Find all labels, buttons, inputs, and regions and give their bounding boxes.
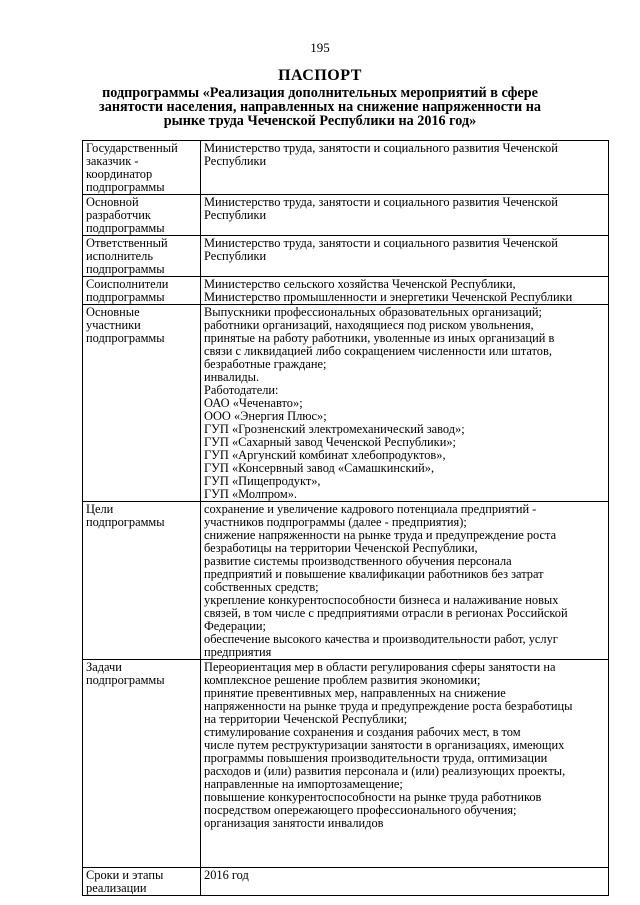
row-value-line: Выпускники профессиональных образовательных организаций; — [204, 306, 542, 319]
row-label-cell — [83, 305, 201, 502]
row-value-line: расходов и (или) развития персонала и (или) реализующих проекты, — [204, 765, 566, 778]
row-value-line: Министерство сельского хозяйства Чеченской Республики, — [204, 278, 516, 291]
row-value-line: Министерство промышленности и энергетики Чеченской Республики — [204, 291, 573, 304]
row-label-line: Основной — [86, 196, 139, 209]
row-value-line: собственных средств; — [204, 581, 319, 594]
row-value-line: ГУП «Аргунский комбинат хлебопродуктов», — [204, 449, 446, 462]
row-value-line: посредством опережающего профессионального обучения; — [204, 804, 517, 817]
row-label-line: подпрограммы — [86, 263, 165, 276]
row-value-line: укрепление конкурентоспособности бизнеса и налаживание новых — [204, 594, 559, 607]
row-value-line: Министерство труда, занятости и социального развития Чеченской — [204, 196, 558, 209]
passport-row — [83, 236, 609, 277]
row-label-line: Основные — [86, 306, 140, 319]
row-value-line: предприятия — [204, 646, 272, 659]
row-value-line: Республики — [204, 155, 267, 168]
row-value-line: ГУП «Пищепродукт», — [204, 475, 321, 488]
row-value-line: Республики — [204, 209, 267, 222]
row-value-line: развитие системы производственного обучения персонала — [204, 555, 512, 568]
row-value-line: связей, в том числе с предприятиями отрасли в регионах Российской — [204, 607, 568, 620]
row-value-line: направленные на импортозамещение; — [204, 778, 403, 791]
subtitle-line: подпрограммы «Реализация дополнительных мероприятий в сфере — [102, 85, 538, 101]
row-value-line: программы повышения производительности труда, оптимизации — [204, 752, 548, 765]
passport-row — [83, 305, 609, 502]
row-value-cell — [201, 305, 609, 502]
row-value-line: принятые на работу работники, уволенные из иных организаций в — [204, 332, 555, 345]
row-value-line: связи с ликвидацией либо сокращением численности или штатов, — [204, 345, 552, 358]
row-value-line: безработицы на территории Чеченской Республики, — [204, 542, 478, 555]
row-label-line: заказчик - — [86, 155, 139, 168]
row-value-line: ООО «Энергия Плюс»; — [204, 410, 327, 423]
row-label-line: Соисполнители — [86, 278, 169, 291]
row-value-line: участников подпрограммы (далее - предприятия); — [204, 516, 467, 529]
row-label-cell — [83, 660, 201, 868]
row-value-line: обеспечение высокого качества и производительности работ, услуг — [204, 633, 558, 646]
row-label-line: исполнитель — [86, 250, 153, 263]
row-label-line: разработчик — [86, 209, 151, 222]
row-value-cell — [201, 141, 609, 195]
row-value-line: 2016 год — [204, 869, 249, 882]
row-value-cell — [201, 277, 609, 305]
row-label-cell — [83, 868, 201, 896]
row-value-line: ОАО «Чеченавто»; — [204, 397, 303, 410]
row-value-line: Республики — [204, 250, 267, 263]
row-label-line: Цели — [86, 503, 114, 516]
passport-table — [82, 140, 609, 896]
row-value-line: предприятий и повышение квалификации работников без затрат — [204, 568, 544, 581]
row-label-line: подпрограммы — [86, 516, 165, 529]
passport-row — [83, 868, 609, 896]
row-value-cell — [201, 502, 609, 660]
row-label-cell — [83, 236, 201, 277]
row-label-cell — [83, 141, 201, 195]
document-title: ПАСПОРТ — [278, 67, 362, 84]
subtitle-line: занятости населения, направленных на снижение напряженности на — [99, 99, 541, 115]
row-value-line: стимулирование сохранения и создания рабочих мест, в том — [204, 726, 521, 739]
row-label-line: Сроки и этапы — [86, 869, 164, 882]
row-label-line: участники — [86, 319, 141, 332]
row-label-line: Задачи — [86, 661, 122, 674]
row-value-line: Работодатели: — [204, 384, 279, 397]
row-label-line: Ответственный — [86, 237, 168, 250]
passport-row — [83, 502, 609, 660]
row-value-line: организация занятости инвалидов — [204, 817, 384, 830]
row-value-line: числе путем реструктуризации занятости в организациях, имеющих — [204, 739, 565, 752]
row-label-line: координатор — [86, 168, 153, 181]
passport-row — [83, 660, 609, 868]
row-label-line: подпрограммы — [86, 332, 165, 345]
subtitle-line: рынке труда Чеченской Республики на 2016 год» — [163, 113, 477, 129]
row-value-line: на территории Чеченской Республики; — [204, 713, 408, 726]
row-value-line: напряженности на рынке труда и предупреждение роста безработицы — [204, 700, 573, 713]
row-label-cell — [83, 195, 201, 236]
row-value-cell — [201, 195, 609, 236]
row-label-line: подпрограммы — [86, 181, 165, 194]
passport-row — [83, 195, 609, 236]
passport-row — [83, 277, 609, 305]
row-value-line: сохранение и увеличение кадрового потенциала предприятий - — [204, 503, 537, 516]
row-value-line: Федерации; — [204, 620, 266, 633]
row-label-line: подпрограммы — [86, 222, 165, 235]
row-value-line: ГУП «Консервный завод «Самашкинский», — [204, 462, 435, 475]
row-value-line: снижение напряженности на рынке труда и предупреждение роста — [204, 529, 557, 542]
row-value-line: Переориентация мер в области регулирования сферы занятости на — [204, 661, 556, 674]
row-label-cell — [83, 277, 201, 305]
row-value-line: работники организаций, находящиеся под риском увольнения, — [204, 319, 534, 332]
row-value-line: ГУП «Молпром». — [204, 488, 298, 501]
row-label-line: Государственный — [86, 142, 178, 155]
row-value-line: инвалиды. — [204, 371, 260, 384]
row-value-line: повышение конкурентоспособности на рынке труда работников — [204, 791, 542, 804]
row-value-line: Министерство труда, занятости и социального развития Чеченской — [204, 142, 558, 155]
row-value-line: безработные граждане; — [204, 358, 327, 371]
row-label-cell — [83, 502, 201, 660]
passport-table-body — [83, 141, 609, 896]
row-label-line: реализации — [86, 882, 147, 895]
row-value-line: ГУП «Грозненский электромеханический завод»; — [204, 423, 465, 436]
row-value-cell — [201, 236, 609, 277]
row-label-line: подпрограммы — [86, 674, 165, 687]
row-value-cell — [201, 868, 609, 896]
document-subtitle — [60, 86, 580, 128]
row-value-line: Министерство труда, занятости и социального развития Чеченской — [204, 237, 558, 250]
row-value-cell — [201, 660, 609, 868]
page-number: 195 — [310, 40, 330, 55]
passport-row — [83, 141, 609, 195]
row-label-line: подпрограммы — [86, 291, 165, 304]
row-value-line: комплексное решение проблем развития экономики; — [204, 674, 481, 687]
row-value-line: ГУП «Сахарный завод Чеченской Республики»; — [204, 436, 456, 449]
row-value-line: принятие превентивных мер, направленных на снижение — [204, 687, 506, 700]
